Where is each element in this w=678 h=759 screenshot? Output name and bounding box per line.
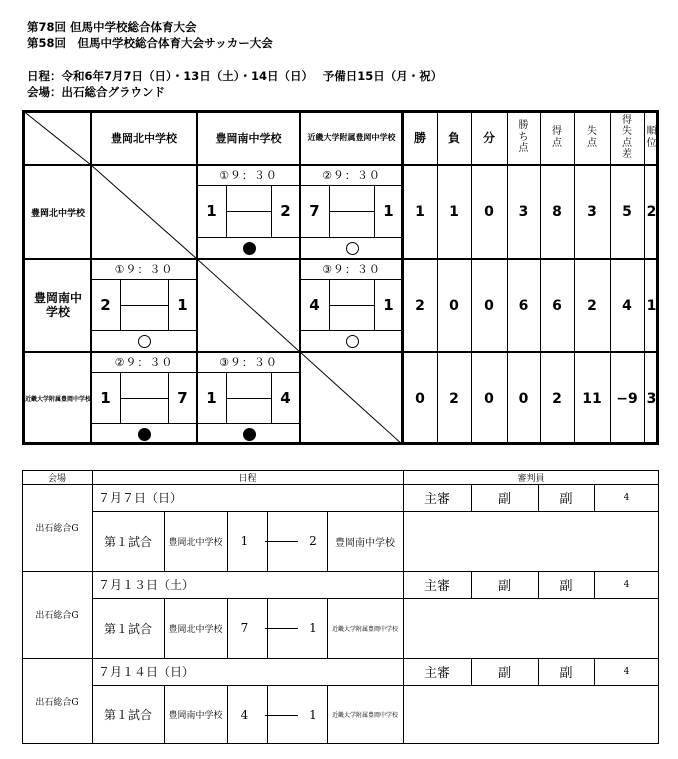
stat-value: 1 xyxy=(415,204,425,220)
match-score-left: 1 xyxy=(206,202,217,220)
home-score: 7 xyxy=(240,621,249,635)
stat-header-8: 順 位 xyxy=(646,126,657,149)
away-score: 2 xyxy=(309,534,317,548)
home-score: 1 xyxy=(240,534,249,548)
sched-date: ７月７日（日） xyxy=(98,491,183,505)
stat-header-2: 負 xyxy=(447,131,460,145)
match-number: 第１試合 xyxy=(103,534,152,549)
away-team: 豊岡南中学校 xyxy=(335,537,395,549)
row-team-1: 豊岡北中学校 xyxy=(30,208,85,219)
referee-count: 4 xyxy=(623,579,630,590)
away-score: 1 xyxy=(309,621,317,635)
away-team: 近畿大学附属豊岡中学校 xyxy=(331,712,398,719)
sched-header-venue: 会場 xyxy=(47,473,66,484)
stat-value: 0 xyxy=(449,297,459,314)
chief-referee-label: 主審 xyxy=(423,579,450,594)
stat-value: 0 xyxy=(484,204,494,220)
match-score-left: 1 xyxy=(100,388,111,407)
chief-referee-label: 主審 xyxy=(423,666,450,681)
vs-dash xyxy=(329,305,374,306)
self-match-diagonal xyxy=(91,165,197,259)
stat-value: 2 xyxy=(415,297,425,314)
score-dash xyxy=(265,628,298,629)
stat-value: 0 xyxy=(484,297,494,314)
referee-count: 4 xyxy=(623,492,630,503)
assistant-referee-label-1: 副 xyxy=(497,579,511,594)
chief-referee-label: 主審 xyxy=(423,492,450,507)
win-mark xyxy=(346,335,359,348)
league-table xyxy=(22,110,659,445)
stat-header-7: 得 失 点 差 xyxy=(622,114,632,160)
stat-header-3: 分 xyxy=(482,131,495,145)
stat-value: 11 xyxy=(582,390,602,407)
venue-line: 会場：出石総合グラウンド xyxy=(27,85,165,99)
row-team-3: 近畿大学附属豊岡中学校 xyxy=(25,396,92,403)
schedule-table xyxy=(22,470,659,744)
assistant-referee-label-2: 副 xyxy=(559,666,573,681)
stat-value: 3 xyxy=(587,204,597,220)
win-mark xyxy=(346,242,359,255)
assistant-referee-label-1: 副 xyxy=(497,666,511,681)
match-time: ③９：３０ xyxy=(322,263,381,276)
stat-header-5: 得 点 xyxy=(552,126,562,149)
sched-header-schedule: 日程 xyxy=(238,473,257,484)
sched-venue: 出石総合G xyxy=(35,524,79,534)
sched-header-referee: 審判員 xyxy=(517,473,545,484)
loss-mark xyxy=(243,242,256,255)
match-time: ①９：３０ xyxy=(219,169,278,182)
stat-header-4: 勝 ち 点 xyxy=(518,120,529,155)
stat-value: 6 xyxy=(552,297,562,314)
match-inner-line xyxy=(197,237,300,238)
away-team: 近畿大学附属豊岡中学校 xyxy=(331,625,398,633)
match-time: ①９：３０ xyxy=(114,263,174,276)
match-time: ②９：３０ xyxy=(322,169,381,182)
match-score-right: 2 xyxy=(280,202,291,220)
stat-header-6: 失 点 xyxy=(587,126,597,149)
match-inner-line xyxy=(91,423,197,424)
match-number: 第１試合 xyxy=(103,621,152,636)
home-score: 4 xyxy=(240,707,249,722)
stat-value: 0 xyxy=(415,390,425,407)
header-team-2: 豊岡南中学校 xyxy=(215,131,282,145)
home-team: 豊岡北中学校 xyxy=(168,624,223,635)
score-dash xyxy=(265,715,298,716)
assistant-referee-label-2: 副 xyxy=(559,579,573,594)
self-match-diagonal xyxy=(197,259,300,352)
match-score-left: 4 xyxy=(309,295,320,314)
match-time: ③９：３０ xyxy=(219,356,278,369)
vs-dash xyxy=(226,398,271,399)
stat-value: 2 xyxy=(587,297,597,314)
match-inner-line xyxy=(91,330,197,331)
match-score-right: 4 xyxy=(280,388,291,407)
stat-value: 0 xyxy=(518,390,529,407)
stat-value: 2 xyxy=(646,204,657,220)
sched-venue: 出石総合G xyxy=(35,611,79,621)
match-inner-line xyxy=(300,237,403,238)
stat-value: 0 xyxy=(484,390,494,407)
self-match-diagonal xyxy=(300,352,403,445)
match-inner-line xyxy=(300,330,403,331)
loss-mark xyxy=(138,428,151,441)
stat-value: 4 xyxy=(622,297,632,314)
match-score-right: 1 xyxy=(383,295,394,314)
stat-value: 3 xyxy=(518,204,529,220)
match-score-left: 1 xyxy=(206,388,217,407)
win-mark xyxy=(138,335,151,348)
loss-mark xyxy=(243,428,256,441)
date-line: 日程：令和6年7月7日（日）・13日（土）・14日（日） 予備日15日（月・祝） xyxy=(27,69,443,83)
stat-value: −9 xyxy=(616,390,638,407)
sched-venue: 出石総合G xyxy=(35,697,79,708)
vs-dash xyxy=(226,211,271,212)
stat-header-1: 勝 xyxy=(413,131,426,145)
stat-value: 6 xyxy=(518,297,529,314)
match-score-right: 1 xyxy=(383,202,394,220)
title-line-2: 第58回 但馬中学校総合体育大会サッカー大会 xyxy=(27,36,273,50)
match-score-left: 2 xyxy=(100,295,111,314)
home-team: 豊岡北中学校 xyxy=(168,537,223,548)
match-number: 第１試合 xyxy=(103,708,152,722)
stat-value: 1 xyxy=(449,204,459,220)
score-dash xyxy=(265,541,298,542)
header-team-1: 豊岡北中学校 xyxy=(111,131,177,145)
stat-value: 2 xyxy=(552,390,562,407)
match-time: ②９：３０ xyxy=(114,356,174,369)
match-score-right: 1 xyxy=(177,295,188,314)
home-team: 豊岡南中学校 xyxy=(168,711,223,721)
header-team-3: 近畿大学附属豊岡中学校 xyxy=(307,133,396,142)
sched-date: ７月１３日（土） xyxy=(98,578,195,592)
stat-value: 3 xyxy=(646,390,657,407)
title-line-1: 第78回 但馬中学校総合体育大会 xyxy=(27,20,197,34)
stat-value: 2 xyxy=(449,390,459,407)
corner-diagonal xyxy=(22,110,91,165)
vs-dash xyxy=(120,398,168,399)
sched-date: ７月１４日（日） xyxy=(98,665,195,679)
match-score-right: 7 xyxy=(177,388,188,407)
assistant-referee-label-2: 副 xyxy=(559,492,573,507)
away-score: 1 xyxy=(309,707,317,722)
row-team-2: 豊岡南中 学校 xyxy=(33,290,82,319)
assistant-referee-label-1: 副 xyxy=(497,492,511,507)
stat-value: 5 xyxy=(622,204,632,220)
match-inner-line xyxy=(197,423,300,424)
vs-dash xyxy=(120,305,168,306)
stat-value: 1 xyxy=(646,297,657,314)
referee-count: 4 xyxy=(623,666,630,677)
match-score-left: 7 xyxy=(309,202,320,220)
vs-dash xyxy=(329,211,374,212)
stat-value: 8 xyxy=(552,204,562,220)
